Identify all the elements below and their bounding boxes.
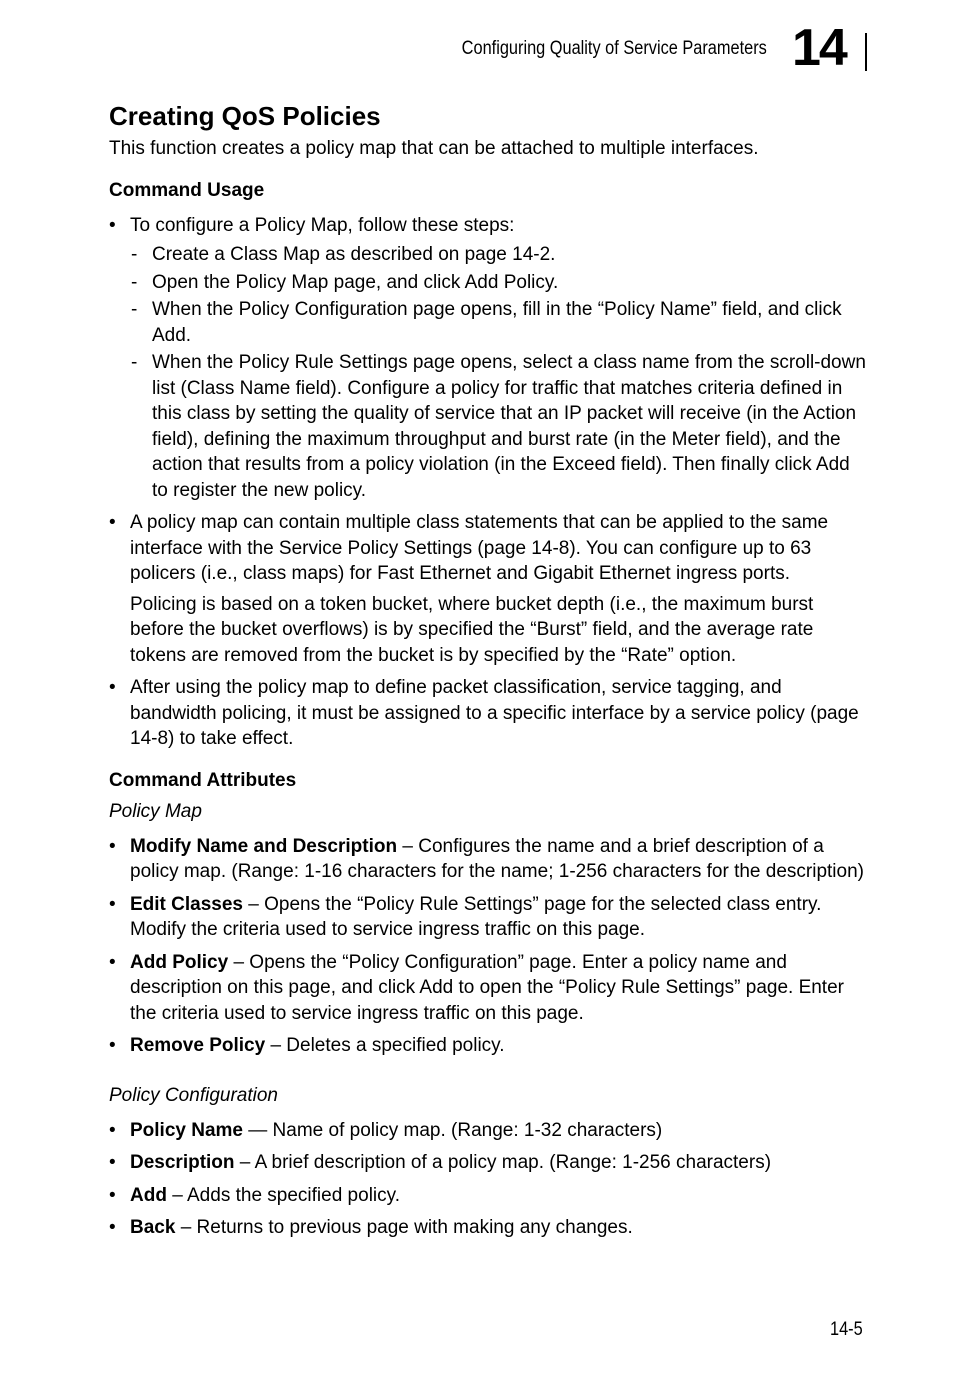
list-item: - When the Policy Configuration page opens, fill in the “Policy Name” field, and click Add.	[130, 297, 869, 348]
list-item: - When the Policy Rule Settings page opens, select a class name from the scroll-down list (Class Name field). Configure a policy for traffic that matches criteria defined in this class by setting the quality of service that an IP packet will receive (in the Action field), defining the maximum throughput and burst rate (in the Meter field), and the action that results from a policy violation (in the Exceed field). Then finally click Add to register the new policy.	[130, 350, 869, 503]
term-desc: – Adds the specified policy.	[166, 1184, 401, 1206]
term-desc: – Deletes a specified policy.	[265, 1035, 505, 1056]
list-item	[109, 510, 869, 668]
page-number: 14-5	[830, 1319, 863, 1340]
bullet-text: A policy map can contain multiple class statements that can be applied to the same interface with the Service Policy Settings (page 14-8). You can configure up to 63 policers (i.e., class maps) for Fast Ethernet and Gigabit Ethernet ingress ports.	[130, 512, 829, 584]
list-item	[109, 1215, 869, 1241]
list-item	[109, 1150, 869, 1176]
list-item	[109, 892, 869, 943]
bullet-paragraph: Policing is based on a token bucket, where bucket depth (i.e., the maximum burst before the bucket overflows) is by specified the “Burst” field, and the average rate tokens are removed from the bucket is by specified by the “Rate” option.	[130, 593, 814, 666]
steps-list	[130, 242, 869, 503]
term-desc: – A brief description of a policy map. (Range: 1-256 characters)	[234, 1152, 772, 1173]
page-content	[109, 100, 869, 1248]
list-item	[109, 1033, 869, 1059]
list-item: - Create a Class Map as described on page 14-2.	[130, 242, 869, 268]
term: Add Policy	[130, 951, 229, 973]
bullet-text: To configure a Policy Map, follow these steps:	[130, 214, 515, 236]
term: Policy Name	[130, 1119, 243, 1141]
term: Back	[130, 1217, 176, 1238]
term-desc: – Returns to previous page with making any changes.	[175, 1217, 633, 1238]
list-item	[109, 1183, 869, 1209]
chapter-bar	[865, 33, 867, 71]
term-desc: — Name of policy map. (Range: 1-32 characters)	[243, 1119, 663, 1141]
term: Edit Classes	[130, 893, 243, 915]
policy-map-heading: Policy Map	[109, 800, 202, 822]
list-item: - Open the Policy Map page, and click Add Policy.	[130, 270, 869, 296]
policy-map-list	[109, 834, 869, 1059]
term: Description	[130, 1152, 235, 1173]
running-header-title: Configuring Quality of Service Parameters	[461, 38, 767, 59]
term-desc: – Configures the name and a brief description of a policy map. (Range: 1-16 characters for the name; 1-256 characters for the description)	[130, 835, 864, 882]
command-usage-heading: Command Usage	[109, 179, 265, 201]
term: Remove Policy	[130, 1035, 266, 1056]
list-item	[109, 950, 869, 1027]
policy-configuration-list	[109, 1118, 869, 1241]
policy-configuration-heading: Policy Configuration	[109, 1084, 278, 1106]
list-item	[109, 834, 869, 885]
section-title: Creating QoS Policies	[109, 101, 381, 131]
list-item: • After using the policy map to define packet classification, service tagging, and bandwidth policing, it must be assigned to a specific interface by a service policy (page 14-8) to take effect.	[109, 675, 869, 752]
list-item	[109, 213, 869, 504]
command-usage-list	[109, 213, 869, 752]
command-attributes-heading: Command Attributes	[109, 769, 297, 791]
term: Add	[130, 1184, 167, 1206]
section-intro: This function creates a policy map that can be attached to multiple interfaces.	[109, 138, 759, 159]
term-desc: – Opens the “Policy Rule Settings” page for the selected class entry. Modify the criteria used to service ingress traffic on this page.	[130, 893, 822, 940]
term-desc: – Opens the “Policy Configuration” page. Enter a policy name and description on this page, and click Add to open the “Policy Rule Settings” page. Enter the criteria used to service ingress traffic on this page.	[130, 951, 844, 1024]
chapter-number: 14	[792, 19, 846, 77]
list-item	[109, 1118, 869, 1144]
term: Modify Name and Description	[130, 835, 398, 857]
